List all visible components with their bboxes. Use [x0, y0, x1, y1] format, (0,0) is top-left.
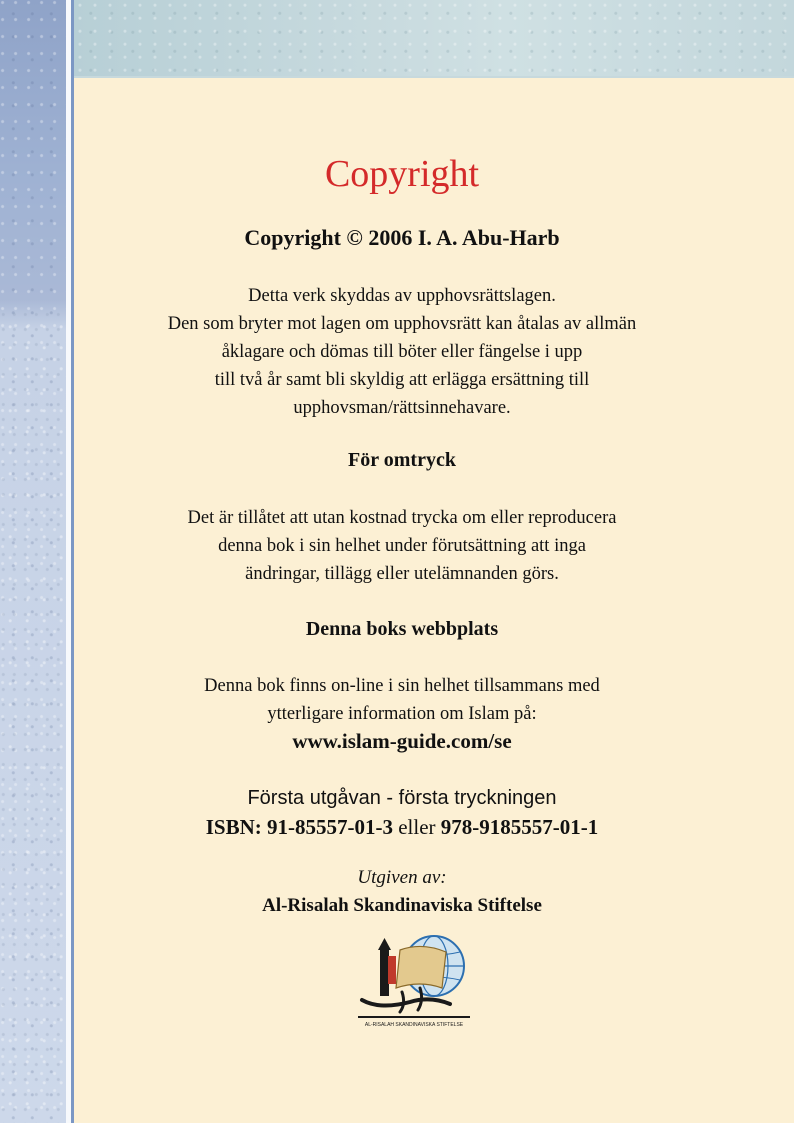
website-line: Denna bok finns on-line i sin helhet tillsammans med	[204, 676, 600, 696]
publisher-label: Utgiven av:	[357, 867, 447, 888]
isbn-13: 978-9185557-01-1	[440, 815, 599, 839]
legal-notice-line: Detta verk skyddas av upphovsrättslagen.	[248, 286, 556, 306]
website-line: ytterligare information om Islam på:	[267, 704, 537, 724]
website-text	[74, 672, 730, 728]
edition-line: Första utgåvan - första tryckningen	[247, 787, 557, 809]
reprint-line: denna bok i sin helhet under förutsättning att inga	[218, 536, 586, 556]
reprint-line: Det är tillåtet att utan kostnad trycka om eller reproducera	[187, 508, 617, 528]
isbn-line	[74, 814, 730, 840]
left-decorative-band	[0, 0, 66, 1123]
copyright-page-content	[74, 78, 794, 1123]
publisher-name: Al-Risalah Skandinaviska Stiftelse	[262, 895, 542, 916]
legal-notice-line: åklagare och dömas till böter eller fängelse i upp	[221, 342, 583, 362]
reprint-line: ändringar, tillägg eller utelämnanden görs.	[245, 564, 559, 584]
logo-caption: AL-RISALAH SKANDINAVISKA STIFTELSE	[364, 1022, 464, 1028]
copyright-statement: Copyright © 2006 I. A. Abu-Harb	[244, 225, 560, 250]
reprint-text	[74, 504, 730, 588]
top-decorative-banner	[74, 0, 794, 76]
page-title: Copyright	[324, 153, 480, 195]
publisher-logo	[350, 930, 478, 1030]
website-url[interactable]: www.islam-guide.com/se	[292, 729, 512, 753]
legal-notice-line: Den som bryter mot lagen om upphovsrätt kan åtalas av allmän	[167, 314, 637, 334]
legal-notice-line: till två år samt bli skyldig att erlägga ersättning till	[214, 370, 590, 390]
legal-notice-line: upphovsman/rättsinnehavare.	[293, 398, 511, 418]
website-heading: Denna boks webbplats	[305, 618, 499, 640]
isbn-connector: eller	[392, 815, 441, 839]
reprint-heading: För omtryck	[348, 449, 456, 471]
isbn-10: ISBN: 91-85557-01-3	[205, 815, 393, 839]
legal-notice	[74, 282, 730, 422]
